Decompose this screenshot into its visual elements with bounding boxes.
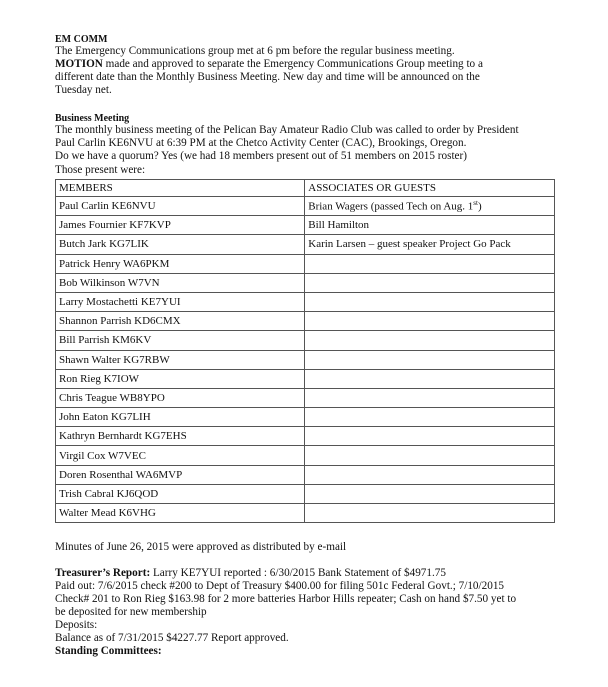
business-line-1: The monthly business meeting of the Pelican Bay Amateur Radio Club was called to order by President (55, 124, 519, 136)
table-row (56, 465, 555, 484)
business-line-4: Those present were: (55, 164, 146, 176)
guest-cell (305, 369, 555, 388)
member-cell: Doren Rosenthal WA6MVP (56, 465, 305, 484)
table-row (56, 388, 555, 407)
guest-name: Brian Wagers (passed Tech on Aug. 1 (308, 200, 474, 213)
business-meeting-heading: Business Meeting (55, 113, 130, 124)
guest-cell (305, 197, 555, 216)
table-row (56, 446, 555, 465)
treasurer-balance: Balance as of 7/31/2015 $4227.77 Report approved. (55, 632, 289, 644)
member-cell: John Eaton KG7LIH (56, 408, 305, 427)
minutes-approval: Minutes of June 26, 2015 were approved as distributed by e-mail (55, 541, 347, 553)
motion-text: made and approved to separate the Emergency Communications Group meeting to a (102, 58, 483, 70)
table-row (56, 350, 555, 369)
table-row (56, 235, 555, 254)
guest-cell (305, 446, 555, 465)
guest-cell (305, 312, 555, 331)
member-cell: Shawn Walter KG7RBW (56, 350, 305, 369)
treasurer-statement: Larry KE7YUI reported : 6/30/2015 Bank Statement of $4971.75 (150, 567, 446, 579)
guest-cell (305, 504, 555, 523)
em-comm-heading: EM COMM (55, 34, 108, 45)
guest-cell (305, 465, 555, 484)
table-row (56, 312, 555, 331)
table-row (56, 216, 555, 235)
guests-column-header: ASSOCIATES OR GUESTS (305, 180, 555, 197)
guest-cell (305, 292, 555, 311)
attendance-body (56, 197, 555, 523)
treasurer-deposits: Deposits: (55, 619, 98, 631)
treasurer-label: Treasurer’s Report: (55, 567, 151, 579)
member-cell: Kathryn Bernhardt KG7EHS (56, 427, 305, 446)
member-cell: Butch Jark KG7LIK (56, 235, 305, 254)
guest-cell (305, 216, 555, 235)
guest-cell (305, 388, 555, 407)
table-row (56, 197, 555, 216)
member-cell: Paul Carlin KE6NVU (56, 197, 305, 216)
em-comm-line-3: different date than the Monthly Business Meeting. New day and time will be announced on the (55, 71, 480, 83)
guest-cell (305, 331, 555, 350)
guest-cell (305, 350, 555, 369)
table-row (56, 427, 555, 446)
guest-cell (305, 273, 555, 292)
guest-name-end: ) (477, 200, 482, 213)
em-comm-line-1: The Emergency Communications group met at 6 pm before the regular business meeting. (55, 45, 455, 57)
motion-label: MOTION (55, 58, 103, 70)
table-row (56, 254, 555, 273)
member-cell: Bill Parrish KM6KV (56, 331, 305, 350)
guest-cell (305, 484, 555, 503)
table-row (56, 484, 555, 503)
treasurer-line-2: Paid out: 7/6/2015 check #200 to Dept of Treasury $400.00 for filing 501c Federal Govt.; 7/10/2015 (55, 580, 505, 592)
guest-cell (305, 254, 555, 273)
guest-name: Bill Hamilton (308, 219, 370, 232)
table-row (56, 273, 555, 292)
attendance-header-row (56, 180, 555, 197)
em-comm-line-4: Tuesday net. (55, 84, 112, 96)
treasurer-line-4: be deposited for new membership (55, 606, 207, 618)
table-row (56, 331, 555, 350)
member-cell: Walter Mead K6VHG (56, 504, 305, 523)
member-cell: Virgil Cox W7VEC (56, 446, 305, 465)
business-line-3: Do we have a quorum? Yes (we had 18 members present out of 51 members on 2015 roster) (55, 150, 467, 162)
table-row (56, 292, 555, 311)
table-row (56, 504, 555, 523)
table-row (56, 408, 555, 427)
table-row (56, 369, 555, 388)
guest-cell (305, 408, 555, 427)
member-cell: James Fournier KF7KVP (56, 216, 305, 235)
em-comm-motion-line (55, 58, 483, 71)
attendance-table (55, 179, 555, 523)
member-cell: Larry Mostachetti KE7YUI (56, 292, 305, 311)
ordinal-suffix: st (473, 199, 478, 208)
member-cell: Bob Wilkinson W7VN (56, 273, 305, 292)
business-line-2: Paul Carlin KE6NVU at 6:39 PM at the Chetco Activity Center (CAC), Brookings, Oregon. (55, 137, 467, 149)
members-column-header: MEMBERS (56, 180, 305, 197)
member-cell: Patrick Henry WA6PKM (56, 254, 305, 273)
guest-name: Karin Larsen – guest speaker Project Go Pack (308, 238, 511, 251)
member-cell: Chris Teague WB8YPO (56, 388, 305, 407)
guest-cell (305, 235, 555, 254)
treasurer-line-1 (55, 567, 446, 580)
guest-cell (305, 427, 555, 446)
member-cell: Trish Cabral KJ6QOD (56, 484, 305, 503)
member-cell: Ron Rieg K7IOW (56, 369, 305, 388)
treasurer-line-3: Check# 201 to Ron Rieg $163.98 for 2 more batteries Harbor Hills repeater; Cash on hand $7.50 yet to (55, 593, 517, 605)
member-cell: Shannon Parrish KD6CMX (56, 312, 305, 331)
standing-committees-heading: Standing Committees: (55, 645, 162, 657)
